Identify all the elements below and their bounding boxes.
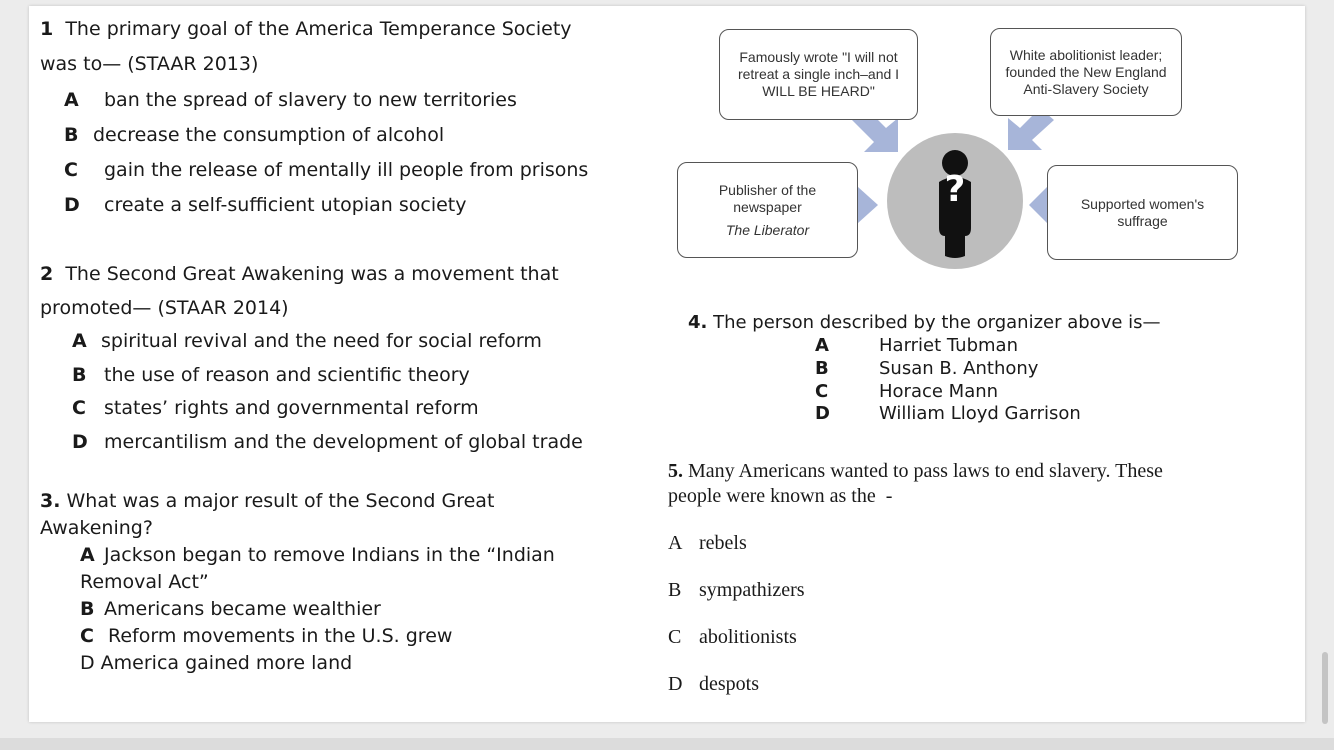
q2-option-b-text: the use of reason and scientific theory	[104, 364, 470, 386]
q5-option-c-text: abolitionists	[699, 626, 797, 648]
q2-number: 2	[40, 263, 54, 285]
q4-option-c-letter: C	[815, 381, 829, 402]
q4-option-c-text: Horace Mann	[879, 381, 999, 402]
q1-option-a-letter: A	[64, 89, 79, 111]
q3-option-a-letter: A	[80, 544, 95, 566]
q3-option-b-text: Americans became wealthier	[104, 598, 381, 620]
q5-option-d-letter: D	[668, 673, 683, 695]
q2-option-a-text: spiritual revival and the need for social reform	[101, 330, 542, 352]
q1-option-d-text: create a self-sufficient utopian society	[104, 194, 467, 216]
q4-option-a-letter: A	[815, 335, 829, 356]
clue-box-quote	[719, 29, 918, 120]
clue-quote-line2: retreat a single inch–and I	[737, 66, 900, 82]
q5-option-c-letter: C	[668, 626, 682, 648]
q2-stem-line2: promoted— (STAAR 2014)	[40, 297, 289, 319]
q5-option-b-letter: B	[668, 579, 682, 601]
q1-number: 1	[40, 18, 54, 40]
q2-option-d-text: mercantilism and the development of global trade	[104, 431, 583, 453]
clue-box-suffrage	[1047, 165, 1238, 260]
q1-option-d-letter: D	[64, 194, 80, 216]
arrow-left	[858, 187, 878, 223]
q3-option-a-text: Jackson began to remove Indians in the “Indian	[104, 544, 555, 566]
q1-option-a-text: ban the spread of slavery to new territories	[104, 89, 517, 111]
clue-box-leader	[990, 28, 1182, 116]
q5-stem-line1	[668, 459, 1163, 483]
q4-stem	[688, 311, 1161, 334]
q1-option-c-text: gain the release of mentally ill people from prisons	[104, 159, 589, 181]
q3-option-d[interactable]: D America gained more land	[80, 652, 353, 674]
q4-option-b-text: Susan B. Anthony	[879, 358, 1039, 379]
q5-stem-text: Many Americans wanted to pass laws to end slavery. These	[688, 460, 1163, 482]
q1-stem-line2: was to— (STAAR 2013)	[40, 53, 259, 75]
clue-leader-line3: Anti-Slavery Society	[1023, 80, 1149, 97]
q4-option-b-letter: B	[815, 358, 829, 379]
q2-stem-text: The Second Great Awakening was a movement that	[65, 263, 559, 285]
q3-option-c-letter: C	[80, 625, 94, 647]
q5-option-b[interactable]	[668, 578, 805, 602]
q4-option-d-text: William Lloyd Garrison	[879, 403, 1081, 424]
clue-leader-line2: founded the New England	[1005, 63, 1167, 80]
q2-option-c-text: states’ rights and governmental reform	[104, 397, 479, 419]
q5-option-b-text: sympathizers	[699, 579, 805, 601]
q5-number: 5.	[668, 460, 683, 482]
clue-publisher-line2: newspaper	[733, 198, 802, 215]
q4-option-d[interactable]	[815, 402, 1081, 425]
clue-publisher-line1: Publisher of the	[718, 181, 817, 198]
q5-option-a-text: rebels	[699, 532, 747, 554]
q2-option-b-letter: B	[72, 364, 87, 386]
arrow-right	[1029, 187, 1047, 223]
q3-stem-text: What was a major result of the Second Great	[66, 490, 495, 512]
q4-option-b[interactable]	[815, 357, 1038, 380]
q2-option-c-letter: C	[72, 397, 86, 419]
q4-option-c[interactable]	[815, 380, 998, 403]
q4-number: 4.	[688, 312, 708, 333]
clue-leader-line1: White abolitionist leader;	[1009, 46, 1163, 63]
q4-option-d-letter: D	[815, 403, 830, 424]
q3-option-a-continued: Removal Act”	[80, 571, 209, 593]
q5-option-d[interactable]	[668, 672, 759, 696]
question-mark-icon: ?	[944, 169, 966, 210]
q1-option-c-letter: C	[64, 159, 78, 181]
q1-option-b-letter: B	[64, 124, 79, 146]
q5-stem-line2: people were known as the -	[668, 485, 893, 507]
q4-option-a-text: Harriet Tubman	[879, 335, 1018, 356]
q4-stem-text: The person described by the organizer above is—	[713, 312, 1161, 333]
q1-stem-text: The primary goal of the America Temperance Society	[65, 18, 572, 40]
clue-suffrage-line2: suffrage	[1117, 212, 1168, 229]
clue-publisher-newspaper-title: The Liberator	[725, 221, 810, 238]
clue-box-publisher	[677, 162, 858, 258]
q3-stem-line2: Awakening?	[40, 517, 153, 539]
clue-quote-line3: WILL BE HEARD"	[762, 83, 875, 99]
q2-option-a-letter: A	[72, 330, 87, 352]
q5-option-c[interactable]	[668, 625, 797, 649]
q5-option-a-letter: A	[668, 532, 683, 554]
q5-option-d-text: despots	[699, 673, 759, 695]
q3-option-c-text: Reform movements in the U.S. grew	[108, 625, 453, 647]
q3-option-b-letter: B	[80, 598, 95, 620]
q3-number: 3.	[40, 490, 61, 512]
q1-option-b-text: decrease the consumption of alcohol	[93, 124, 445, 146]
clue-suffrage-line1: Supported women's	[1080, 195, 1205, 212]
q4-option-a[interactable]	[815, 334, 1018, 357]
q2-option-d-letter: D	[72, 431, 88, 453]
clue-quote-line1: Famously wrote "I will not	[739, 49, 898, 65]
q5-option-a[interactable]	[668, 531, 747, 555]
